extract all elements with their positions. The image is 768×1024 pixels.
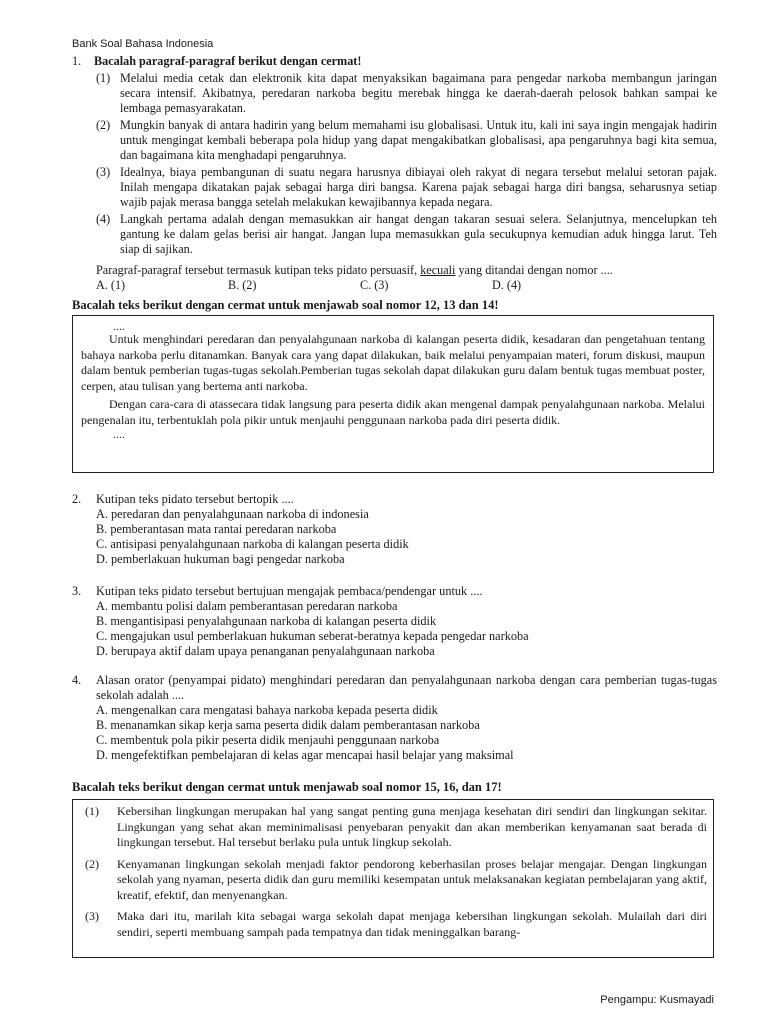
paragraph-item xyxy=(96,165,717,210)
paragraph-text: Kenyamanan lingkungan sekolah menjadi faktor pendorong keberhasilan proses belajar mengajar. Dengan lingkungan sekolah yang nyaman, peserta didik dan guru memiliki kesempatan untuk melaksanakan kegiatan pembelajaran yang aktif, kreatif, efektif, dan menyenangkan. xyxy=(117,856,707,902)
question-number: 1. xyxy=(72,54,82,68)
option-a[interactable]: A. peredaran dan penyalahgunaan narkoba di indonesia xyxy=(96,507,369,521)
ellipsis: .... xyxy=(113,319,125,333)
question-number: 4. xyxy=(72,673,82,687)
paragraph-text: Mungkin banyak di antara hadirin yang belum memahami isu globalisasi. Untuk itu, kali ini saya ingin mengajak hadirin untuk mengingat kembali beberapa pola hidup yang dapat mengakibatkan globalisasi, apa pengaruhnya bagi kita semua, dan bagaimana kita menghadapi pengaruhnya. xyxy=(120,118,717,162)
prompt-emphasis: kecuali xyxy=(420,263,456,277)
paragraph-number: (2) xyxy=(85,856,99,871)
paragraph-number: (3) xyxy=(85,909,99,923)
paragraph-number: (4) xyxy=(96,212,111,226)
option-c[interactable]: C. mengajukan usul pemberlakuan hukuman seberat-beratnya kepada pengedar narkoba xyxy=(96,629,529,643)
option-d[interactable]: D. berupaya aktif dalam upaya penanganan penyalahgunaan narkoba xyxy=(96,644,435,658)
ellipsis: .... xyxy=(113,427,125,441)
question-text: Alasan orator (penyampai pidato) menghindari peredaran dan penyalahgunaan narkoba dengan cara pemberian tugas-tugas sekolah adalah .... xyxy=(96,673,717,702)
paragraph-text: Langkah pertama adalah dengan memasukkan air hangat dengan takaran sesuai selera. Selanjutnya, mencelupkan teh gantung ke dalam gelas berisi air hangat. Jangan lupa memasukkan gula secukupnya kemudian aduk hingga larut. Teh siap di sajikan. xyxy=(120,212,717,256)
passage-item xyxy=(85,804,707,851)
paragraph-number: (1) xyxy=(96,71,111,85)
paragraph-item xyxy=(96,212,717,257)
passage-box xyxy=(72,799,714,958)
paragraph-text: Kebersihan lingkungan merupakan hal yang sangat penting guna menjaga kesehatan diri sendiri dan lingkungan sekitar. Lingkungan yang sehat akan meminimalisasi penyebaran penyakit dan akan memberikan kenyamanan saat berada di lingkungan tersebut. Hal tersebut berlaku pula untuk lingkup sekolah. xyxy=(117,804,707,849)
question-text: Kutipan teks pidato tersebut bertopik .... xyxy=(96,492,294,506)
question-prompt xyxy=(96,263,717,278)
option-b[interactable]: B. (2) xyxy=(228,278,257,292)
paragraph-item xyxy=(96,118,717,163)
paragraph-number: (2) xyxy=(96,118,111,132)
option-a[interactable]: A. membantu polisi dalam pemberantasan peredaran narkoba xyxy=(96,599,398,613)
question-2 xyxy=(72,492,717,567)
question-3 xyxy=(72,584,717,659)
section-instruction: Bacalah teks berikut dengan cermat untuk menjawab soal nomor 12, 13 dan 14! xyxy=(72,298,499,312)
question-number: 2. xyxy=(72,492,82,506)
question-text: Kutipan teks pidato tersebut bertujuan mengajak pembaca/pendengar untuk .... xyxy=(96,584,483,598)
option-a[interactable]: A. (1) xyxy=(96,278,126,292)
passage-paragraph: Untuk menghindari peredaran dan penyalahgunaan narkoba di kalangan peserta didik, kesadaran dan pengetahuan tentang bahaya narkoba perlu ditanamkan. Banyak cara yang dapat dilakukan, baik melalui penyampaian materi, forum diskusi, maupun dalam bentuk pemberian tugas-tugas sekolah.Pemberian tugas sekolah dapat dilakukan guru dalam bentuk tugas membuat poster, cerpen, atau tulisan yang bertema anti narkoba. xyxy=(81,332,705,393)
page-header: Bank Soal Bahasa Indonesia xyxy=(72,38,214,50)
paragraph-number: (1) xyxy=(85,804,99,818)
option-b[interactable]: B. menanamkan sikap kerja sama peserta didik dalam pemberantasan narkoba xyxy=(96,718,480,732)
section-instruction: Bacalah teks berikut dengan cermat untuk menjawab soal nomor 15, 16, dan 17! xyxy=(72,780,502,794)
option-c[interactable]: C. membentuk pola pikir peserta didik menjauhi penggunaan narkoba xyxy=(96,733,440,747)
prompt-text: Paragraf-paragraf tersebut termasuk kutipan teks pidato persuasif, xyxy=(96,263,421,277)
prompt-text-end: yang ditandai dengan nomor .... xyxy=(455,263,613,277)
paragraph-item xyxy=(96,71,717,116)
option-d[interactable]: D. pemberlakuan hukuman bagi pengedar narkoba xyxy=(96,552,345,566)
passage-item xyxy=(85,909,707,940)
question-1 xyxy=(72,54,717,293)
paragraph-text: Maka dari itu, marilah kita sebagai warga sekolah dapat menjaga kebersihan lingkungan sekolah. Mulailah dari diri sendiri, seperti membuang sampah pada tempatnya dan tidak meninggalkan barang- xyxy=(117,909,707,939)
option-d[interactable]: D. (4) xyxy=(492,278,522,292)
option-a[interactable]: A. mengenalkan cara mengatasi bahaya narkoba kepada peserta didik xyxy=(96,703,438,717)
passage-item xyxy=(85,857,707,904)
paragraph-text: Melalui media cetak dan elektronik kita dapat menyaksikan bagaimana para pengedar narkoba membangun jaringan secara intensif. Akibatnya, peredaran narkoba begitu merebak hingga ke daerah-daerah pelosok bahkan sampai ke lembaga pemasyarakatan. xyxy=(120,71,717,115)
passage-paragraph: Dengan cara-cara di atassecara tidak langsung para peserta didik akan mengenal dampak penyalahgunaan narkoba. Melalui pengenalan itu, terbentuklah pola pikir untuk menjauhi penggunaan narkoba pada diri peserta didik. xyxy=(81,397,705,427)
paragraph-text: Idealnya, biaya pembangunan di suatu negara harusnya dibiayai oleh rakyat di negara tersebut melalui setoran pajak. Inilah mengapa dikatakan pajak sebagai harga diri bangsa. Karena pajak sebagai harga diri bangsa, seharusnya setiap wajib pajak merasa bangga setelah melakukan kewajibannya kepada negara. xyxy=(120,165,717,209)
box-bottom-border xyxy=(73,957,713,958)
option-b[interactable]: B. pemberantasan mata rantai peredaran narkoba xyxy=(96,522,337,536)
paragraph-number: (3) xyxy=(96,165,111,179)
answer-options xyxy=(96,278,717,293)
passage-box xyxy=(72,315,714,473)
question-title: Bacalah paragraf-paragraf berikut dengan cermat! xyxy=(94,54,362,68)
option-c[interactable]: C. (3) xyxy=(360,278,389,292)
page-footer: Pengampu: Kusmayadi xyxy=(600,994,714,1006)
option-d[interactable]: D. mengefektifkan pembelajaran di kelas agar mencapai hasil belajar yang maksimal xyxy=(96,748,514,762)
question-number: 3. xyxy=(72,584,82,598)
option-b[interactable]: B. mengantisipasi penyalahgunaan narkoba di kalangan peserta didik xyxy=(96,614,437,628)
question-4 xyxy=(72,673,717,763)
option-c[interactable]: C. antisipasi penyalahgunaan narkoba di kalangan peserta didik xyxy=(96,537,409,551)
